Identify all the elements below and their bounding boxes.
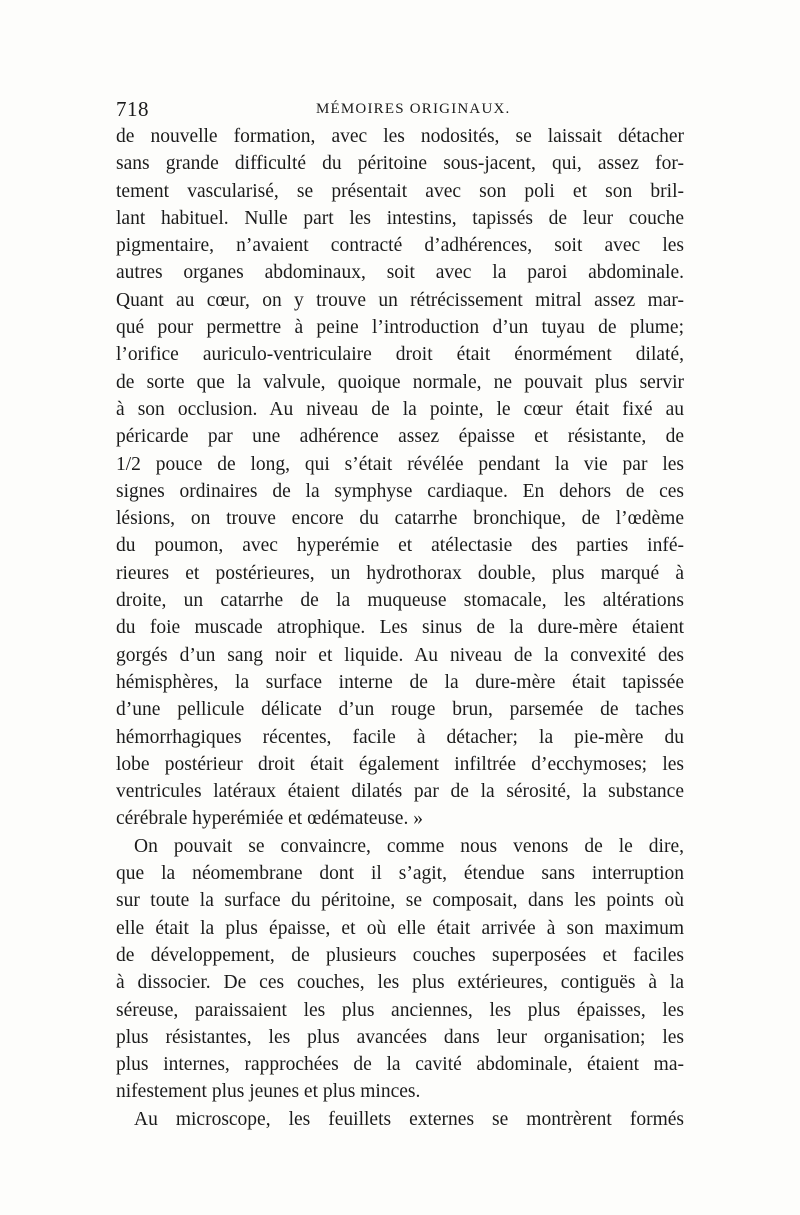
text-line: que la néomembrane dont il s’agit, étendue sans interruption (116, 863, 684, 885)
text-line: Quant au cœur, on y trouve un rétrécissement mitral assez mar- (116, 289, 684, 311)
text-line: hémorrhagiques récentes, facile à détacher; la pie-mère du (116, 726, 684, 748)
text-line: signes ordinaires de la symphyse cardiaque. En dehors de ces (116, 480, 684, 502)
text-line: du poumon, avec hyperémie et atélectasie des parties infé- (116, 535, 684, 557)
text-line: lant habituel. Nulle part les intestins, tapissés de leur couche (116, 207, 684, 229)
text-line: qué pour permettre à peine l’introduction d’un tuyau de plume; (116, 317, 684, 339)
text-line: du foie muscade atrophique. Les sinus de la dure-mère étaient (116, 617, 684, 639)
text-line: lobe postérieur droit était également infiltrée d’ecchymoses; les (116, 753, 684, 775)
text-line: péricarde par une adhérence assez épaisse et résistante, de (116, 426, 684, 448)
text-line: plus résistantes, les plus avancées dans leur organisation; les (116, 1026, 684, 1048)
text-line: On pouvait se convaincre, comme nous venons de le dire, (134, 835, 684, 857)
text-line: droite, un catarrhe de la muqueuse stomacale, les altérations (116, 590, 684, 612)
running-head: MÉMOIRES ORIGINAUX. (316, 101, 511, 117)
text-line: cérébrale hyperémiée et œdémateuse. » (116, 808, 423, 830)
text-line: de nouvelle formation, avec les nodosités, se laissait détacher (116, 126, 684, 147)
text-line: autres organes abdominaux, soit avec la paroi abdominale. (116, 262, 684, 284)
text-line: Au microscope, les feuillets externes se montrèrent formés (134, 1108, 684, 1130)
text-line: sans grande difficulté du péritoine sous-jacent, qui, assez for- (116, 153, 684, 175)
text-line: pigmentaire, n’avaient contracté d’adhérences, soit avec les (116, 235, 684, 257)
text-line: à son occlusion. Au niveau de la pointe, le cœur était fixé au (116, 398, 684, 420)
text-line: lésions, on trouve encore du catarrhe bronchique, de l’œdème (116, 508, 684, 530)
text-line: de développement, de plusieurs couches superposées et faciles (116, 944, 684, 966)
text-line: elle était la plus épaisse, et où elle était arrivée à son maximum (116, 917, 684, 939)
text-line: plus internes, rapprochées de la cavité abdominale, étaient ma- (116, 1054, 684, 1076)
body-text (116, 123, 684, 1133)
text-line: rieures et postérieures, un hydrothorax double, plus marqué à (116, 562, 684, 584)
text-line: séreuse, paraissaient les plus anciennes, les plus épaisses, les (116, 999, 684, 1021)
text-line: ventricules latéraux étaient dilatés par de la sérosité, la substance (116, 781, 684, 803)
page-number: 718 (116, 97, 149, 121)
text-line: d’une pellicule délicate d’un rouge brun, parsemée de taches (116, 699, 684, 721)
text-line: nifestement plus jeunes et plus minces. (116, 1081, 421, 1103)
text-line: 1/2 pouce de long, qui s’était révélée pendant la vie par les (116, 453, 684, 475)
text-line: à dissocier. De ces couches, les plus extérieures, contiguës à la (116, 972, 684, 994)
text-line: de sorte que la valvule, quoique normale, ne pouvait plus servir (116, 371, 684, 393)
text-line: sur toute la surface du péritoine, se composait, dans les points où (116, 890, 684, 912)
text-line: gorgés d’un sang noir et liquide. Au niveau de la convexité des (116, 644, 684, 666)
text-line: l’orifice auriculo-ventriculaire droit était énormément dilaté, (116, 344, 684, 366)
page-header (116, 97, 684, 123)
text-line: tement vascularisé, se présentait avec son poli et son bril- (116, 180, 684, 202)
text-line: hémisphères, la surface interne de la dure-mère était tapissée (116, 671, 684, 693)
